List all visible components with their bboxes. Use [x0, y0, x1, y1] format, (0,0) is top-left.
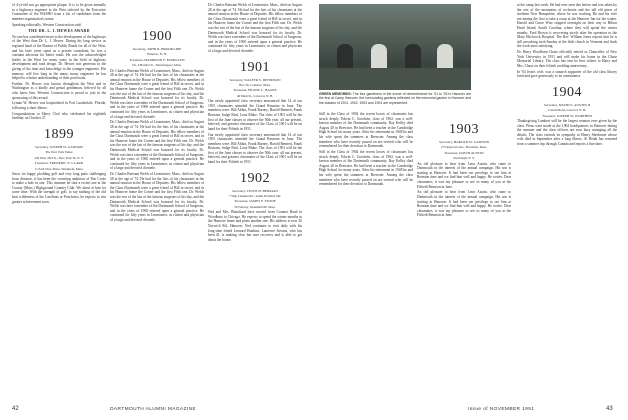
class-treasurer: Treasurer, HARRISON F. McMILLEN — [129, 57, 185, 62]
address-line: 275 Ryetown Ave., Brooklyn, Mass. — [440, 145, 488, 150]
right-column-3 — [517, 3, 617, 403]
body-text: Congratulations to Harry Chol who celebrated his eightieth birthday on October 27. — [12, 111, 106, 121]
class-year-heading: 1902 — [240, 170, 270, 186]
left-column-2 — [110, 3, 204, 403]
address-line: The New York Times — [45, 150, 73, 155]
left-column-3 — [208, 3, 302, 403]
body-text: Thanksgiving Lambert will be the largest reunion ever given by the class. Plans were made at the 1904 headquarters in Hanover during the summer and the class officers are now busy arranging all the details. The class extends its sympathy to Henry Sherburne whose wife died in September after a long illness. Al Heath has returned from a summer trip through Canada and reports a fine time. — [517, 119, 617, 147]
body-text: Ned and Mrs. Blanchard have moved from Coomer Road in Woodbury to Chicago. He expects to spend the winter months in the Hanover home and plans another one. His address is now 20 Norwich Rd., Hanover. Ned continues to visit daily with his long-time friend Leonard Hunkins. Laurence Stearns, who has been ill, is making slow but sure recovery and is able to get about the house. — [208, 210, 302, 242]
body-text: An old pleasure to hear from Leon Austin, who came to Dartmouth in the interest of the annual campaign. His son is starting at Hanover. It had been our privilege to see him at Reunion time and we find him well and happy. He writes: Dear classmates, it was my pleasure to see so many of you at the Fiftieth Reunion in June. — [417, 190, 511, 218]
section-heading: THE DR. L. I. HEWES AWARD — [28, 29, 90, 34]
body-text: In '04 Jean's wife, was a staunch supporter of the old class library fund and gave generously to its continuance. — [517, 69, 617, 79]
body-text: at the camp last week. He had ever seen this before and was taken by the rest of the mountains of reclusion and the tall old pines of northern New Hampshire, where he was working. He and his wife are among the first to take a room at the Hanover Inn for the winter. Harold and Grace Wise stopped overnight on their way to Hilton Head Island, South Carolina, where they will spend the winter months. Fred Brown is recovering nicely after his operation in the Mary Hitchcock Hospital. The Rev. William Jones reports that he is still preaching each Sunday at the little church in Vermont and finds the work most satisfying. — [517, 3, 617, 49]
class-treasurer: Treasurer, JOSEPH W. WORTHEN — [541, 113, 593, 118]
class-secretary: Secretary, WALTER S. DENNISON — [229, 77, 281, 82]
issue-date: Issue of NOVEMBER 1951 — [468, 407, 535, 412]
caption-text: The four gardeners in the scene of remembrance for '01 to '03 in Hanover are the first at Camp Hanover, the surrounding gardens reflected on the memorial garden in Hanover and the classes of 1901, 1902, 1903 and 1904 are represented. — [319, 92, 471, 105]
caption-lead: GREEN MEMORIES: — [319, 92, 352, 96]
class-treasurer: Treasurer, JAMES F. STONE — [234, 199, 276, 204]
left-column-1 — [12, 3, 106, 403]
body-text: Snow for happy plodding golf and very long putts challenging from distance, it has been the crowning ambition of Tim Coote to make a hole in one. This summer he shot a recent one at the County (Mass.) Highground Country Club. We shout at him for some time. With the strength of golf, to say nothing of the old heat wilderness of the Carolinas or Ponchows, he expects to win greater achievement soon. — [12, 172, 106, 204]
body-text: Still in the Class of 1902 the recent losses of classmates has struck deeply. Edwin C. Goodwin, class of 1902, was a well-known member of the Dartmouth community. Ray Kelley died August 20 in Brewster. He had been a teacher in the Cambridge High School for many years. After his retirement in 1948 he and his wife spent the summers at Brewster. Among the class members who have recently passed on are several who will be remembered for their devotion to Dartmouth. — [319, 112, 413, 149]
address-line: 46 Main St., Concord, N. H. — [236, 93, 274, 98]
reunion-photo — [319, 4, 471, 90]
address-line: Newburgh, N. Y. — [453, 156, 475, 161]
address-line: Box 36, Cohasset, Mass. — [239, 82, 271, 87]
body-text: No one has contributed more to the development of the highways of the West than Dr. L. I. Hewes. During his long service as regional head of the Bureau of Public Roads for all of the West, and his later years spent as a private consultant, he was a constant advocate for better roads. He was the acknowledged leader in the West for many years in the field of highway development and road design. Dr. Hewes was generous in the giving of his time and knowledge to the younger engineers. His memory will live long in the many, many engineers he has helped to a better understanding of their profession. — [12, 34, 106, 81]
page-number: 42 — [12, 406, 19, 412]
class-secretary: Secretary, DAVID S. AUSTIN II — [544, 102, 590, 107]
address-line: 7 Ship Channel Rd., South Portland, Me. — [228, 194, 282, 199]
body-text: Dr. Charles Bertram Welch of Leominster, Mass., died on August 28 at the age of 74. He had for the lists of his classmates at the annual reunion in the House of Deputies. His fellow members of the Class Dartmouth were a great friend of Bill in secret, and in his Hanover home the Corner and the first Fifth one. Dr. Welch was the son of the last of the famous surgeons of his day, and the Dartmouth Medical School was honored for its faculty. Dr. Welch was later a member of the Dartmouth School of Surgeons, and in the years of 1900 entered upon a general practice. He continued for fifty years in Leominster, as citizen and physician of a large and devoted clientele. — [110, 68, 204, 119]
right-column-1 — [319, 112, 413, 402]
body-text: Lyman W. Hewes was hospitalized in Fort Lauderdale, Florida, following a short illness. — [12, 101, 106, 111]
address-line: 11 Park View Drive, Westmont, Mass. — [34, 166, 84, 171]
address-line: Coburn Road, Concord, N. H. — [547, 108, 587, 113]
photo-caption — [319, 92, 471, 105]
right-column-2 — [417, 112, 511, 402]
class-treasurer: Treasurer, FRANK L. HAGEE — [233, 88, 277, 93]
address-line: 56 Fenway, Stoneham 80, Mass. — [234, 204, 276, 209]
body-text: Still in the Class of 1902 the recent losses of classmates has struck deeply. Edwin C. Goodwin, class of 1902, was a well-known member of the Dartmouth community. Ray Kelley died August 20 in Brewster. He had been a teacher in the Cambridge High School for many years. After his retirement in 1948 he and his wife spent the summers at Brewster. Among the class members who have recently passed on are several who will be remembered for their devotion to Dartmouth. — [319, 149, 413, 187]
class-year-heading: 1900 — [142, 29, 172, 44]
class-secretary: Secretary, JOSEPH W. GANNON — [35, 145, 83, 149]
address-line: 229 West 43rd St., New York 36, N. Y. — [34, 155, 84, 160]
body-text: Dr. Charles Bertram Welch of Leominster, Mass., died on August 28 at the age of 74. He had for the lists of his classmates at the annual reunion in the House of Deputies. His fellow members of the Class Dartmouth were a great friend of Bill in secret, and in his Hanover home the Corner and the first Fifth one. Dr. Welch was the son of the last of the famous surgeons of his day, and the Dartmouth Medical School was honored for its faculty. Dr. Welch was later a member of the Dartmouth School of Surgeons, and in the years of 1900 entered upon a general practice. He continued for fifty years in Leominster, as citizen and physician of a large and devoted clientele. — [110, 172, 204, 222]
body-text: Dr. Charles Bertram Welch of Leominster, Mass., died on August 28 at the age of 74. He had for the lists of his classmates at the annual reunion in the House of Deputies. His fellow members of the Class Dartmouth were a great friend of Bill in secret, and in his Hanover home the Corner and the first Fifth one. Dr. Welch was the son of the last of the famous surgeons of his day, and the Dartmouth Medical School was honored for its faculty. Dr. Welch was later a member of the Dartmouth School of Surgeons, and in the years of 1900 entered upon a general practice. He continued for fifty years in Leominster, as citizen and physician of a large and devoted clientele. — [110, 120, 204, 171]
body-text: of 4-yr-old son go appropriate plaque. It is to be given annually to a highways engineer in the West selected by the Executive Committee of the WASHO from a list of candidates from the member organization's name. — [12, 3, 106, 21]
class-secretary: Secretary, JOHN R. BROOKLINE — [132, 47, 182, 51]
class-secretary: Secretary, LEWIS H. BERRIAN — [232, 188, 278, 193]
body-text: Speaking editorially, Western Construction said: — [12, 22, 82, 27]
body-text: Our newly appointed class secretary announced that 14 of our 1901 classmates attended the Grand Reunion in June. The members were: Bill Abbot, Frank Barney, Harold Bennett, Frank Bertram, Judge Bird, Leon Blake. The class of 1901 will be the first of the June classes to observe the 50th year, all our present, beloved, and greatest classmates of the Class of 1901 will be on hand for their Fiftieth in 1951. — [208, 132, 302, 165]
class-secretary: Secretary, HAROLD W. GANNON — [438, 140, 490, 144]
page-number: 43 — [606, 406, 613, 412]
body-text: Further, Dr. Hewes was known throughout the West and in Washington as a kindly and genial gentleman, beloved by all who knew him. Western Construction is proud to join in the sponsoring of this award. — [12, 81, 106, 100]
class-treasurer: Treasurer, DAVID AUSTIN — [444, 150, 484, 155]
class-year-heading: 1903 — [449, 122, 479, 137]
class-year-heading: 1899 — [44, 127, 74, 142]
magazine-title: DARTMOUTH ALUMNI MAGAZINE — [110, 407, 197, 412]
body-text: Dr. Harry Woodburn Chase officially retired as Chancellor of New York University in 1951 and will make his home in the Chase Memorial Library. The class has sent its best wishes to Harry and Mrs. Chase on their fiftieth wedding anniversary. — [517, 50, 617, 68]
address-line: Hanover, N. H. — [147, 52, 167, 57]
body-text: Dr. Charles Bertram Welch of Leominster, Mass., died on August 28 at the age of 74. He had for the lists of his classmates at the annual reunion in the House of Deputies. His fellow members of the Class Dartmouth were a great friend of Bill in secret, and in his Hanover home the Corner and the first Fifth one. Dr. Welch was the son of the last of the famous surgeons of his day, and the Dartmouth Medical School was honored for its faculty. Dr. Welch was later a member of the Dartmouth School of Surgeons, and in the years of 1900 entered upon a general practice. He continued for fifty years in Leominster, as citizen and physician of a large and devoted clientele. — [208, 3, 302, 53]
class-year-heading: 1901 — [240, 59, 270, 75]
body-text: Our newly appointed class secretary announced that 14 of our 1901 classmates attended the Grand Reunion in June. The members were: Bill Abbot, Frank Barney, Harold Bennett, Frank Bertram, Judge Bird, Leon Blake. The class of 1901 will be the first of the June classes to observe the 50th year, all our present, beloved, and greatest classmates of the Class of 1901 will be on hand for their Fiftieth in 1951. — [208, 99, 302, 131]
garden-foliage — [319, 68, 471, 90]
class-year-heading: 1904 — [552, 84, 582, 100]
address-line: No. 6 Bartlett St., Newburyport, Mass. — [132, 63, 182, 68]
body-text: An old pleasure to hear from Leon Austin, who came to Dartmouth in the interest of the annual campaign. His son is starting at Hanover. It had been our privilege to see him at Reunion time and we find him well and happy. He writes: Dear classmates, it was my pleasure to see so many of you at the Fiftieth Reunion in June. — [417, 161, 511, 189]
class-treasurer: Treasurer, FREDERIC E. CLARK — [34, 161, 84, 166]
